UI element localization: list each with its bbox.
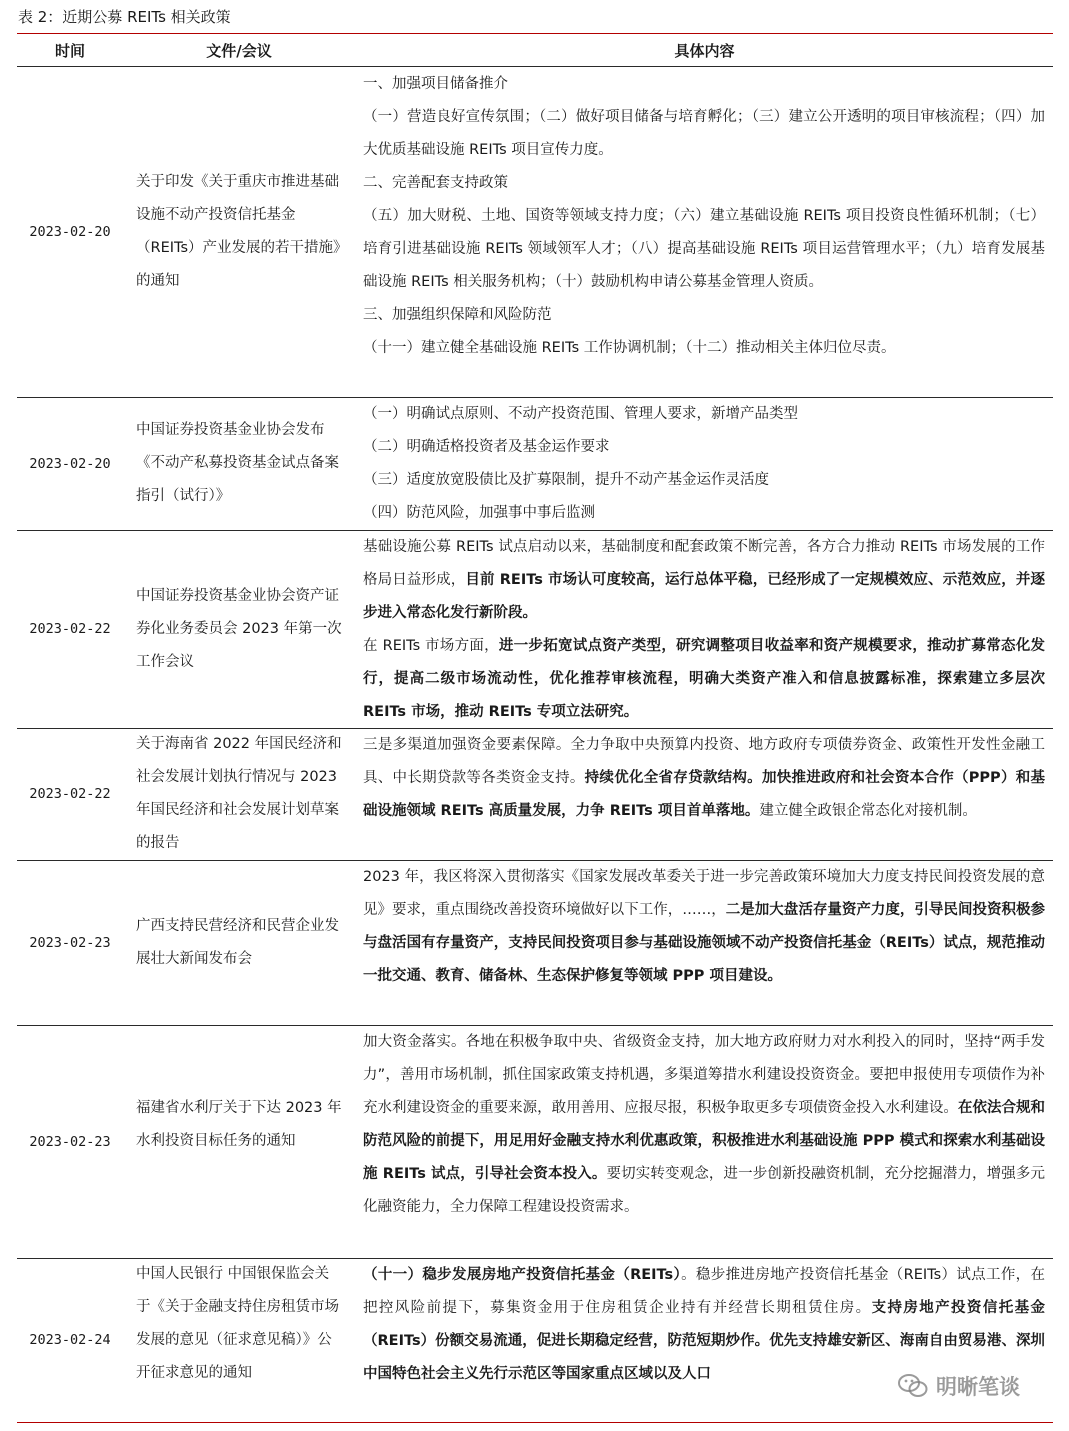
bold-text: 二是加大盘活存量资产力度，引导民间投资积极参与盘活国有存量资产，支持民间投资项目参与基础设施领域不动产投资信托基金（REITs）试点，规范推动一批交通、教育、储备林、生态保护修复等领域 PPP 项目建设。 bbox=[363, 902, 1045, 984]
content-paragraph bbox=[363, 101, 1045, 167]
content-paragraph bbox=[363, 630, 1045, 729]
row-content bbox=[363, 531, 1045, 729]
watermark bbox=[898, 1370, 1048, 1402]
row-document: 中国人民银行 中国银保监会关于《关于金融支持住房租赁市场发展的意见（征求意见稿）》公开征求意见的通知 bbox=[136, 1265, 339, 1381]
header-rule bbox=[17, 66, 1053, 67]
content-paragraph bbox=[363, 299, 1045, 332]
row-content bbox=[363, 861, 1045, 993]
header-document: 文件/会议 bbox=[206, 42, 272, 60]
table-caption: 表 2：近期公募 REITs 相关政策 bbox=[18, 8, 231, 26]
text-segment: （五）加大财税、土地、国资等领域支持力度；（六）建立基础设施 REITs 项目投资良性循环机制；（七）培育引进基础设施 REITs 领域领军人才；（八）提高基础设施 REITs 项目运营管理水平；（九）培育发展基础设施 REITs 相关服务机构；（十）鼓励机构申请公募基金管理人资质。 bbox=[363, 208, 1045, 290]
row-date: 2023-02-22 bbox=[29, 621, 111, 637]
bold-text: 目前 REITs 市场认可度较高，运行总体平稳，已经形成了一定规模效应、示范效应，并逐步进入常态化发行新阶段。 bbox=[363, 572, 1046, 621]
text-segment: 要切实转变观念，进一步创新投融资机制，充分挖掘潜力，增强多元化融资能力，全力保障工程建设投资需求。 bbox=[363, 1166, 1046, 1215]
row-content bbox=[363, 398, 1045, 530]
content-paragraph bbox=[363, 729, 1045, 828]
content-paragraph bbox=[363, 200, 1045, 299]
row-date: 2023-02-22 bbox=[29, 786, 111, 802]
row-document: 中国证券投资基金业协会资产证券化业务委员会 2023 年第一次工作会议 bbox=[136, 587, 342, 670]
row-content bbox=[363, 1026, 1045, 1224]
row-document: 关于印发《关于重庆市推进基础设施不动产投资信托基金（REITs）产业发展的若干措施》的通知 bbox=[136, 174, 341, 289]
header-content: 具体内容 bbox=[674, 42, 735, 60]
row-date: 2023-02-20 bbox=[29, 224, 111, 240]
row-date: 2023-02-23 bbox=[29, 934, 111, 951]
watermark-text: 明晰笔谈 bbox=[936, 1375, 1020, 1399]
row-date: 2023-02-20 bbox=[29, 455, 111, 472]
bold-text: 进一步拓宽试点资产类型，研究调整项目收益率和资产规模要求，推动扩募常态化发行，提高二级市场流动性，优化推荐审核流程，明确大类资产准入和信息披露标准，探索建立多层次 REITs 市场，推动 REITs 专项立法研究。 bbox=[363, 638, 1046, 720]
text-segment: 一、加强项目储备推介 bbox=[363, 76, 508, 92]
text-segment: 二、完善配套支持政策 bbox=[363, 175, 508, 191]
text-segment: 建立健全政银企常态化对接机制。 bbox=[759, 803, 977, 819]
bold-text: （十一）稳步发展房地产投资信托基金（REITs） bbox=[363, 1267, 682, 1283]
text-segment: 在 REITs 市场方面， bbox=[363, 638, 499, 654]
content-paragraph bbox=[363, 68, 1045, 101]
content-paragraph bbox=[363, 332, 1045, 365]
content-paragraph bbox=[363, 167, 1045, 200]
bold-text: 持续优化全省存贷款结构。加快推进政府和社会资本合作（PPP）和基础设施领域 REITs 高质量发展，力争 REITs 项目首单落地。 bbox=[363, 770, 1046, 819]
content-paragraph bbox=[363, 1026, 1045, 1224]
row-date: 2023-02-24 bbox=[29, 1332, 111, 1348]
header-time: 时间 bbox=[54, 42, 85, 60]
text-segment: （一）明确试点原则、不动产投资范围、管理人要求，新增产品类型 bbox=[363, 406, 798, 422]
table-bottom-rule bbox=[17, 1422, 1053, 1423]
content-paragraph bbox=[363, 431, 1045, 464]
row-content bbox=[363, 729, 1045, 828]
text-segment: （二）明确适格投资者及基金运作要求 bbox=[363, 439, 610, 455]
text-segment: （三）适度放宽股债比及扩募限制，提升不动产基金运作灵活度 bbox=[363, 472, 769, 488]
content-paragraph bbox=[363, 497, 1045, 530]
row-document: 中国证券投资基金业协会发布《不动产私募投资基金试点备案指引（试行）》 bbox=[136, 422, 339, 504]
text-segment: 2023 年，我区将深入贯彻落实《国家发展改革委关于进一步完善政策环境加大力度支持民间投资发展的意见》要求，重点围绕改善投资环境做好以下工作，……， bbox=[363, 869, 1045, 918]
wechat-icon bbox=[898, 1373, 928, 1399]
text-segment: 加大资金落实。各地在积极争取中央、省级资金支持，加大地方政府财力对水利投入的同时，坚持“两手发力”，善用市场机制，抓住国家政策支持机遇，多渠道筹措水利建设投资资金。要把申报使用专项债作为补充水利建设资金的重要来源，敢用善用、应报尽报，积极争取更多专项债资金投入水利建设。 bbox=[363, 1034, 1045, 1116]
text-segment: 基础设施公募 REITs 试点启动以来，基础制度和配套政策不断完善，各方合力推动 REITs 市场发展的工作格局日益形成， bbox=[363, 539, 1045, 588]
bold-text: 在依法合规和防范风险的前提下，用足用好金融支持水利优惠政策，积极推进水利基础设施 PPP 模式和探索水利基础设施 REITs 试点，引导社会资本投入。 bbox=[363, 1100, 1046, 1182]
content-paragraph bbox=[363, 531, 1045, 630]
content-paragraph bbox=[363, 398, 1045, 431]
text-segment: 三是多渠道加强资金要素保障。全力争取中央预算内投资、地方政府专项债券资金、政策性开发性金融工具、中长期贷款等各类资金支持。 bbox=[363, 737, 1045, 786]
text-segment: 。稳步推进房地产投资信托基金（REITs）试点工作，在把控风险前提下，募集资金用于住房租赁企业持有并经营长期租赁住房。 bbox=[363, 1267, 1046, 1316]
row-content bbox=[363, 68, 1045, 365]
row-date: 2023-02-23 bbox=[29, 1133, 111, 1150]
text-segment: （一）营造良好宣传氛围；（二）做好项目储备与培育孵化；（三）建立公开透明的项目审核流程；（四）加大优质基础设施 REITs 项目宣传力度。 bbox=[363, 109, 1045, 158]
row-document: 福建省水利厅关于下达 2023 年水利投资目标任务的通知 bbox=[136, 1100, 342, 1149]
content-paragraph bbox=[363, 861, 1045, 993]
content-paragraph bbox=[363, 464, 1045, 497]
table-top-rule bbox=[17, 33, 1053, 34]
bold-text: 支持房地产投资信托基金（REITs）份额交易流通，促进长期稳定经营，防范短期炒作。优先支持雄安新区、海南自由贸易港、深圳中国特色社会主义先行示范区等国家重点区域以及人口 bbox=[363, 1300, 1046, 1382]
row-document: 广西支持民营经济和民营企业发展壮大新闻发布会 bbox=[136, 917, 339, 967]
text-segment: 三、加强组织保障和风险防范 bbox=[363, 307, 552, 323]
text-segment: （四）防范风险，加强事中事后监测 bbox=[363, 505, 595, 521]
text-segment: （十一）建立健全基础设施 REITs 工作协调机制；（十二）推动相关主体归位尽责。 bbox=[363, 340, 896, 356]
row-document: 关于海南省 2022 年国民经济和社会发展计划执行情况与 2023 年国民经济和社会发展计划草案的报告 bbox=[136, 736, 342, 851]
